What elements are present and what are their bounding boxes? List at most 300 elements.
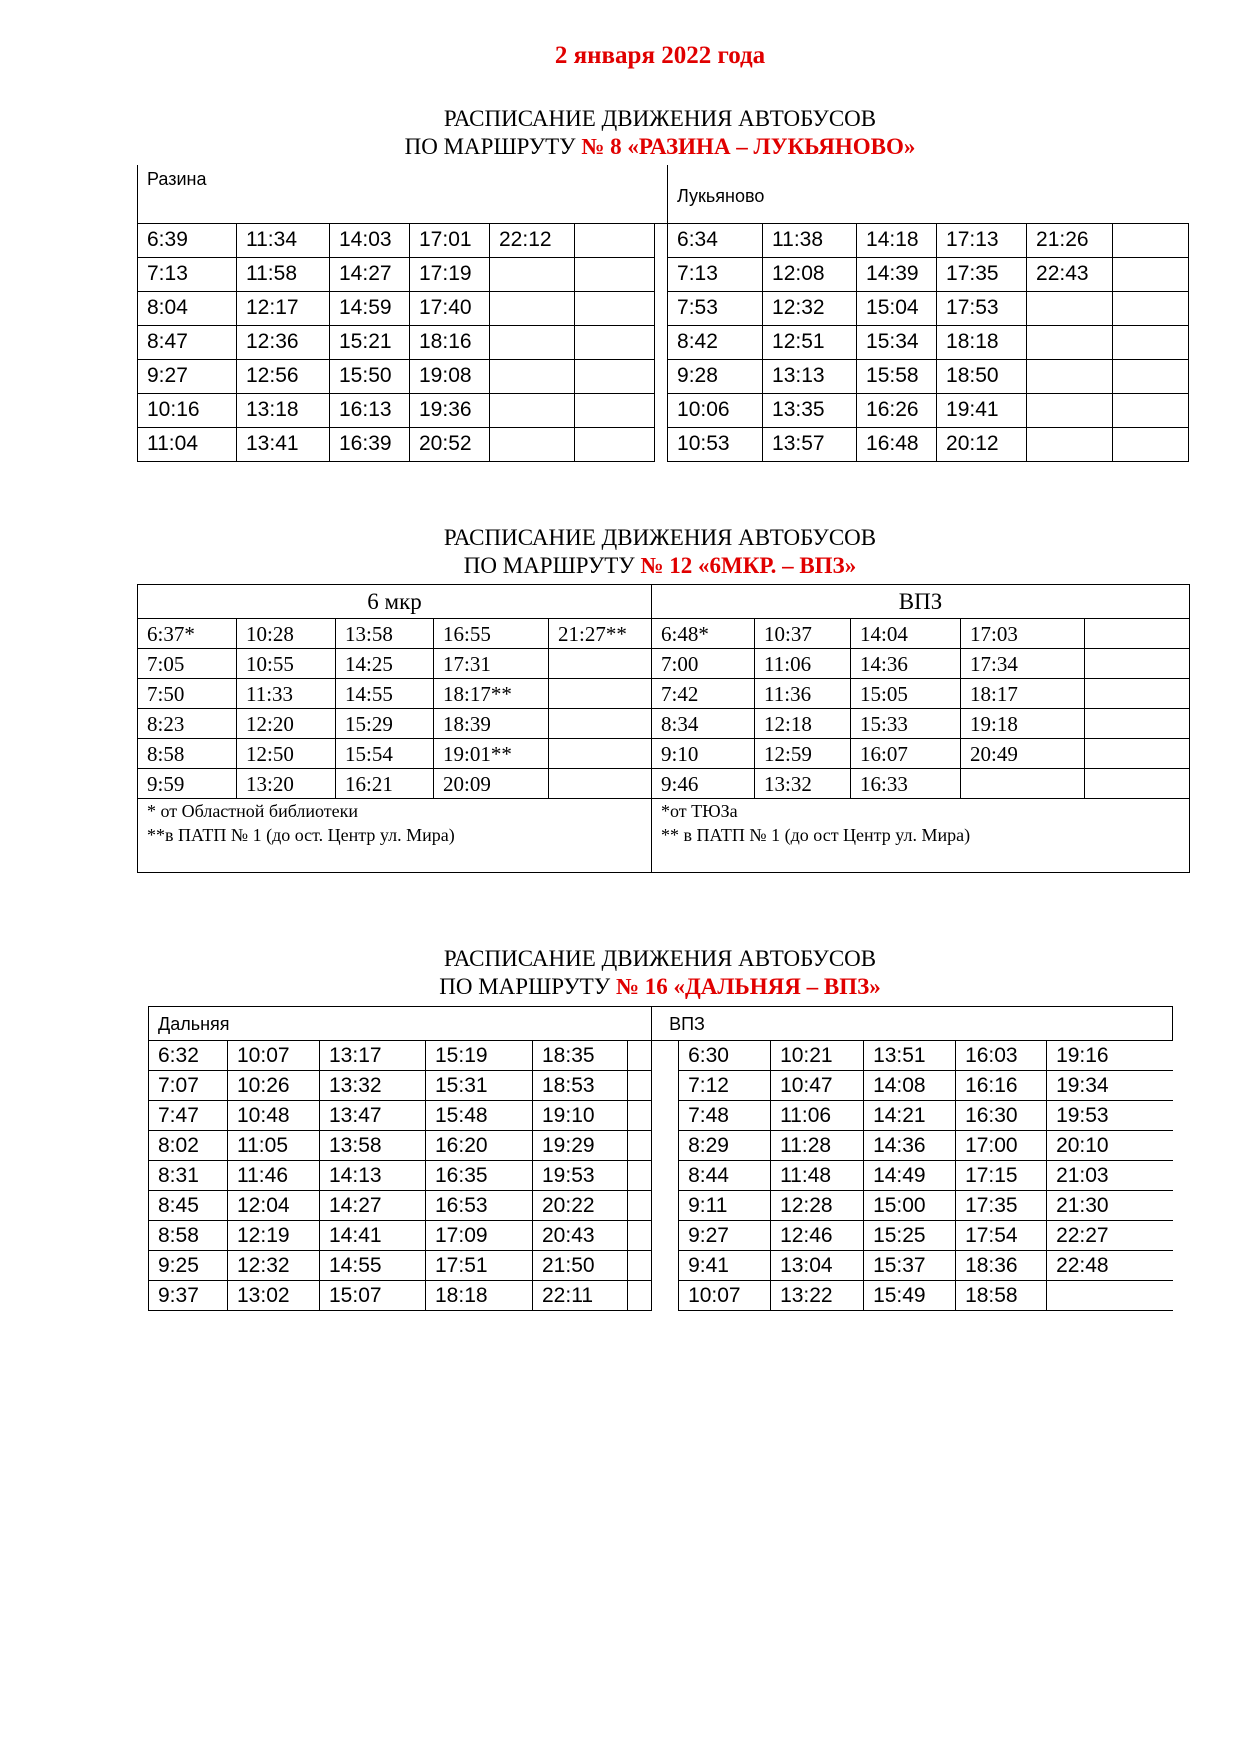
time-cell: 21:30 xyxy=(1047,1191,1173,1221)
route-16-times xyxy=(149,1041,1173,1311)
table-row xyxy=(149,1041,1173,1071)
time-cell: 16:55 xyxy=(434,619,549,649)
column-gap xyxy=(652,1191,679,1221)
time-cell: 18:18 xyxy=(937,325,1027,359)
time-cell xyxy=(1027,291,1113,325)
time-cell: 10:48 xyxy=(228,1101,320,1131)
time-cell: 9:25 xyxy=(149,1251,228,1281)
time-cell: 11:38 xyxy=(763,223,857,257)
table-row xyxy=(149,1131,1173,1161)
time-cell: 6:32 xyxy=(149,1041,228,1071)
time-cell: 14:55 xyxy=(320,1251,426,1281)
time-cell: 9:27 xyxy=(138,359,237,393)
route-12-left-notes xyxy=(138,799,652,873)
time-cell xyxy=(549,769,652,799)
column-gap xyxy=(655,427,668,461)
empty-cell xyxy=(575,291,655,325)
time-cell: 8:02 xyxy=(149,1131,228,1161)
table-row xyxy=(149,1161,1173,1191)
time-cell xyxy=(1085,679,1190,709)
route-12-heading-line1: РАСПИСАНИЕ ДВИЖЕНИЯ АВТОБУСОВ xyxy=(443,525,877,550)
column-gap xyxy=(652,1281,679,1311)
time-cell: 8:47 xyxy=(138,325,237,359)
table-row xyxy=(138,223,1189,257)
time-cell: 14:13 xyxy=(320,1161,426,1191)
table-row xyxy=(138,257,1189,291)
time-cell xyxy=(1085,649,1190,679)
route-16-timetable xyxy=(148,1006,1173,1311)
time-cell: 16:20 xyxy=(426,1131,533,1161)
route-12-heading-line2 xyxy=(0,552,1239,580)
time-cell: 10:37 xyxy=(755,619,851,649)
route-12-times xyxy=(138,619,1190,799)
column-gap xyxy=(655,393,668,427)
time-cell: 8:34 xyxy=(652,709,755,739)
time-cell: 12:32 xyxy=(763,291,857,325)
empty-cell xyxy=(628,1071,652,1101)
column-gap xyxy=(655,359,668,393)
time-cell: 15:49 xyxy=(864,1281,956,1311)
time-cell: 20:10 xyxy=(1047,1131,1173,1161)
time-cell: 17:01 xyxy=(410,223,490,257)
time-cell: 16:13 xyxy=(330,393,410,427)
route-12-left-note-1: * от Областной библиотеки xyxy=(147,801,359,821)
table-row xyxy=(138,325,1189,359)
time-cell: 18:35 xyxy=(533,1041,628,1071)
time-cell: 8:44 xyxy=(679,1161,771,1191)
time-cell xyxy=(490,257,575,291)
time-cell: 11:36 xyxy=(755,679,851,709)
time-cell: 6:39 xyxy=(138,223,237,257)
route-12-notes-row xyxy=(138,799,1190,873)
time-cell: 17:09 xyxy=(426,1221,533,1251)
route-16-heading-line1: РАСПИСАНИЕ ДВИЖЕНИЯ АВТОБУСОВ xyxy=(443,946,877,971)
table-row xyxy=(138,359,1189,393)
time-cell: 10:47 xyxy=(771,1071,864,1101)
time-cell: 13:13 xyxy=(763,359,857,393)
time-cell: 11:04 xyxy=(138,427,237,461)
time-cell: 16:21 xyxy=(336,769,434,799)
time-cell: 15:48 xyxy=(426,1101,533,1131)
time-cell: 14:55 xyxy=(336,679,434,709)
table-row xyxy=(149,1071,1173,1101)
time-cell: 8:42 xyxy=(668,325,763,359)
time-cell: 9:46 xyxy=(652,769,755,799)
column-gap xyxy=(652,1101,679,1131)
time-cell: 7:00 xyxy=(652,649,755,679)
time-cell: 15:54 xyxy=(336,739,434,769)
time-cell: 6:48* xyxy=(652,619,755,649)
time-cell: 16:39 xyxy=(330,427,410,461)
time-cell: 13:58 xyxy=(320,1131,426,1161)
time-cell: 19:53 xyxy=(1047,1101,1173,1131)
time-cell: 12:28 xyxy=(771,1191,864,1221)
time-cell xyxy=(549,649,652,679)
time-cell: 11:33 xyxy=(237,679,336,709)
time-cell: 13:17 xyxy=(320,1041,426,1071)
time-cell: 22:48 xyxy=(1047,1251,1173,1281)
time-cell: 9:11 xyxy=(679,1191,771,1221)
column-gap xyxy=(652,1161,679,1191)
route-16-right-stop: ВПЗ xyxy=(652,1007,1173,1041)
time-cell: 15:31 xyxy=(426,1071,533,1101)
column-gap xyxy=(655,291,668,325)
route-16-stop-header-row xyxy=(149,1007,1173,1041)
time-cell: 8:04 xyxy=(138,291,237,325)
route-8-times xyxy=(138,223,1189,461)
empty-cell xyxy=(628,1041,652,1071)
time-cell: 21:26 xyxy=(1027,223,1113,257)
time-cell: 13:32 xyxy=(320,1071,426,1101)
time-cell: 19:01** xyxy=(434,739,549,769)
empty-cell xyxy=(628,1251,652,1281)
time-cell: 8:58 xyxy=(149,1221,228,1251)
time-cell: 15:58 xyxy=(857,359,937,393)
time-cell: 13:58 xyxy=(336,619,434,649)
column-gap xyxy=(655,223,668,257)
route-8-right-stop: Лукьяново xyxy=(668,165,1189,223)
route-8-left-stop: Разина xyxy=(138,165,668,223)
time-cell: 12:18 xyxy=(755,709,851,739)
time-cell: 9:41 xyxy=(679,1251,771,1281)
time-cell: 13:22 xyxy=(771,1281,864,1311)
time-cell: 14:18 xyxy=(857,223,937,257)
empty-cell xyxy=(628,1191,652,1221)
time-cell xyxy=(1085,769,1190,799)
time-cell: 15:05 xyxy=(851,679,961,709)
route-12-left-note-2: **в ПАТП № 1 (до ост. Центр ул. Мира) xyxy=(147,825,455,845)
time-cell: 19:53 xyxy=(533,1161,628,1191)
time-cell: 19:34 xyxy=(1047,1071,1173,1101)
column-gap xyxy=(652,1221,679,1251)
time-cell: 20:22 xyxy=(533,1191,628,1221)
time-cell: 7:50 xyxy=(138,679,237,709)
time-cell xyxy=(961,769,1085,799)
time-cell xyxy=(1085,739,1190,769)
empty-cell xyxy=(1113,393,1189,427)
table-row xyxy=(138,619,1190,649)
time-cell: 9:10 xyxy=(652,739,755,769)
time-cell: 11:06 xyxy=(771,1101,864,1131)
time-cell: 13:20 xyxy=(237,769,336,799)
time-cell: 18:18 xyxy=(426,1281,533,1311)
time-cell: 21:03 xyxy=(1047,1161,1173,1191)
time-cell: 11:06 xyxy=(755,649,851,679)
time-cell: 13:32 xyxy=(755,769,851,799)
time-cell: 19:10 xyxy=(533,1101,628,1131)
table-row xyxy=(138,649,1190,679)
route-12-title: № 12 «6МКР. – ВПЗ» xyxy=(640,553,857,578)
time-cell: 15:33 xyxy=(851,709,961,739)
route-8-heading xyxy=(0,105,1239,161)
time-cell: 15:50 xyxy=(330,359,410,393)
time-cell: 20:43 xyxy=(533,1221,628,1251)
time-cell: 16:48 xyxy=(857,427,937,461)
time-cell: 14:36 xyxy=(851,649,961,679)
route-12-timetable xyxy=(137,584,1190,873)
time-cell: 12:50 xyxy=(237,739,336,769)
time-cell: 14:49 xyxy=(864,1161,956,1191)
route-8-timetable xyxy=(137,165,1189,462)
time-cell xyxy=(1027,427,1113,461)
route-12-stop-header-row xyxy=(138,585,1190,619)
time-cell: 16:30 xyxy=(956,1101,1047,1131)
empty-cell xyxy=(628,1221,652,1251)
time-cell: 19:29 xyxy=(533,1131,628,1161)
time-cell: 10:28 xyxy=(237,619,336,649)
time-cell: 17:40 xyxy=(410,291,490,325)
time-cell: 12:46 xyxy=(771,1221,864,1251)
time-cell: 6:30 xyxy=(679,1041,771,1071)
time-cell: 15:00 xyxy=(864,1191,956,1221)
time-cell: 15:25 xyxy=(864,1221,956,1251)
time-cell: 16:26 xyxy=(857,393,937,427)
time-cell: 20:12 xyxy=(937,427,1027,461)
route-8-heading-line2 xyxy=(0,133,1239,161)
column-gap xyxy=(652,1131,679,1161)
time-cell: 19:08 xyxy=(410,359,490,393)
time-cell: 13:04 xyxy=(771,1251,864,1281)
time-cell: 14:59 xyxy=(330,291,410,325)
time-cell: 8:45 xyxy=(149,1191,228,1221)
column-gap xyxy=(652,1041,679,1071)
time-cell xyxy=(549,679,652,709)
time-cell: 16:03 xyxy=(956,1041,1047,1071)
column-gap xyxy=(652,1251,679,1281)
table-row xyxy=(138,393,1189,427)
time-cell: 13:18 xyxy=(237,393,330,427)
time-cell: 18:58 xyxy=(956,1281,1047,1311)
time-cell: 19:41 xyxy=(937,393,1027,427)
time-cell: 17:53 xyxy=(937,291,1027,325)
table-row xyxy=(149,1251,1173,1281)
route-8-heading-line1: РАСПИСАНИЕ ДВИЖЕНИЯ АВТОБУСОВ xyxy=(443,106,877,131)
time-cell: 7:48 xyxy=(679,1101,771,1131)
time-cell: 8:23 xyxy=(138,709,237,739)
time-cell: 7:12 xyxy=(679,1071,771,1101)
time-cell: 17:15 xyxy=(956,1161,1047,1191)
time-cell xyxy=(490,325,575,359)
time-cell: 13:57 xyxy=(763,427,857,461)
table-row xyxy=(149,1221,1173,1251)
route-12-right-stop: ВПЗ xyxy=(652,585,1190,619)
time-cell: 14:03 xyxy=(330,223,410,257)
time-cell xyxy=(490,291,575,325)
time-cell: 12:59 xyxy=(755,739,851,769)
time-cell: 19:36 xyxy=(410,393,490,427)
time-cell: 20:09 xyxy=(434,769,549,799)
time-cell xyxy=(1027,393,1113,427)
time-cell: 12:20 xyxy=(237,709,336,739)
empty-cell xyxy=(1113,257,1189,291)
time-cell: 21:50 xyxy=(533,1251,628,1281)
time-cell: 15:21 xyxy=(330,325,410,359)
time-cell: 10:16 xyxy=(138,393,237,427)
time-cell: 7:07 xyxy=(149,1071,228,1101)
time-cell: 19:18 xyxy=(961,709,1085,739)
time-cell xyxy=(1085,709,1190,739)
empty-cell xyxy=(628,1101,652,1131)
time-cell: 12:32 xyxy=(228,1251,320,1281)
time-cell: 22:11 xyxy=(533,1281,628,1311)
time-cell: 16:33 xyxy=(851,769,961,799)
time-cell: 12:56 xyxy=(237,359,330,393)
empty-cell xyxy=(1113,427,1189,461)
time-cell: 6:37* xyxy=(138,619,237,649)
time-cell: 11:46 xyxy=(228,1161,320,1191)
route-16-heading-line2 xyxy=(0,973,1239,1001)
time-cell: 10:06 xyxy=(668,393,763,427)
time-cell: 11:58 xyxy=(237,257,330,291)
time-cell: 22:12 xyxy=(490,223,575,257)
empty-cell xyxy=(1113,291,1189,325)
empty-cell xyxy=(575,257,655,291)
time-cell: 10:07 xyxy=(228,1041,320,1071)
time-cell: 15:29 xyxy=(336,709,434,739)
time-cell: 7:05 xyxy=(138,649,237,679)
empty-cell xyxy=(575,427,655,461)
time-cell: 15:34 xyxy=(857,325,937,359)
empty-cell xyxy=(575,325,655,359)
time-cell: 10:53 xyxy=(668,427,763,461)
empty-cell xyxy=(1113,325,1189,359)
time-cell: 21:27** xyxy=(549,619,652,649)
table-row xyxy=(149,1101,1173,1131)
time-cell: 12:08 xyxy=(763,257,857,291)
route-16-heading-prefix: ПО МАРШРУТУ xyxy=(439,974,616,999)
time-cell: 15:07 xyxy=(320,1281,426,1311)
time-cell: 12:51 xyxy=(763,325,857,359)
route-8-heading-prefix: ПО МАРШРУТУ xyxy=(404,134,582,159)
time-cell: 17:31 xyxy=(434,649,549,679)
table-row xyxy=(138,427,1189,461)
time-cell: 18:50 xyxy=(937,359,1027,393)
time-cell: 8:31 xyxy=(149,1161,228,1191)
time-cell: 13:47 xyxy=(320,1101,426,1131)
route-16-left-stop: Дальняя xyxy=(149,1007,652,1041)
route-16-title: № 16 «ДАЛЬНЯЯ – ВПЗ» xyxy=(615,974,881,999)
time-cell: 18:53 xyxy=(533,1071,628,1101)
time-cell: 12:17 xyxy=(237,291,330,325)
time-cell: 15:19 xyxy=(426,1041,533,1071)
time-cell xyxy=(1047,1281,1173,1311)
time-cell: 10:26 xyxy=(228,1071,320,1101)
time-cell: 14:21 xyxy=(864,1101,956,1131)
time-cell: 12:36 xyxy=(237,325,330,359)
table-row xyxy=(138,291,1189,325)
time-cell: 13:02 xyxy=(228,1281,320,1311)
empty-cell xyxy=(628,1281,652,1311)
route-12-right-note-2: ** в ПАТП № 1 (до ост Центр ул. Мира) xyxy=(661,825,971,845)
empty-cell xyxy=(575,223,655,257)
column-gap xyxy=(652,1071,679,1101)
table-row xyxy=(138,739,1190,769)
time-cell: 7:42 xyxy=(652,679,755,709)
time-cell: 10:55 xyxy=(237,649,336,679)
time-cell: 10:07 xyxy=(679,1281,771,1311)
table-row xyxy=(138,679,1190,709)
time-cell: 14:04 xyxy=(851,619,961,649)
time-cell: 6:34 xyxy=(668,223,763,257)
time-cell: 16:35 xyxy=(426,1161,533,1191)
time-cell: 17:19 xyxy=(410,257,490,291)
time-cell: 7:53 xyxy=(668,291,763,325)
empty-cell xyxy=(575,393,655,427)
time-cell: 13:41 xyxy=(237,427,330,461)
time-cell: 18:39 xyxy=(434,709,549,739)
time-cell xyxy=(1027,359,1113,393)
page-date: 2 января 2022 года xyxy=(554,42,766,69)
empty-cell xyxy=(1113,359,1189,393)
route-12-left-stop: 6 мкр xyxy=(138,585,652,619)
time-cell: 17:00 xyxy=(956,1131,1047,1161)
time-cell: 14:27 xyxy=(330,257,410,291)
time-cell: 7:47 xyxy=(149,1101,228,1131)
table-row xyxy=(149,1191,1173,1221)
time-cell xyxy=(549,739,652,769)
time-cell: 18:17 xyxy=(961,679,1085,709)
time-cell: 20:52 xyxy=(410,427,490,461)
time-cell: 22:27 xyxy=(1047,1221,1173,1251)
time-cell: 18:17** xyxy=(434,679,549,709)
time-cell: 9:27 xyxy=(679,1221,771,1251)
route-12-heading xyxy=(0,524,1239,580)
time-cell: 19:16 xyxy=(1047,1041,1173,1071)
time-cell: 8:58 xyxy=(138,739,237,769)
time-cell: 17:54 xyxy=(956,1221,1047,1251)
time-cell: 17:13 xyxy=(937,223,1027,257)
time-cell: 7:13 xyxy=(138,257,237,291)
time-cell: 14:39 xyxy=(857,257,937,291)
empty-cell xyxy=(628,1161,652,1191)
time-cell: 14:08 xyxy=(864,1071,956,1101)
time-cell: 17:35 xyxy=(937,257,1027,291)
time-cell xyxy=(1085,619,1190,649)
time-cell: 17:51 xyxy=(426,1251,533,1281)
time-cell: 14:27 xyxy=(320,1191,426,1221)
route-8-title: № 8 «РАЗИНА – ЛУКЬЯНОВО» xyxy=(581,134,916,159)
empty-cell xyxy=(628,1131,652,1161)
time-cell: 11:48 xyxy=(771,1161,864,1191)
table-row xyxy=(138,709,1190,739)
empty-cell xyxy=(575,359,655,393)
time-cell: 17:34 xyxy=(961,649,1085,679)
table-row xyxy=(138,769,1190,799)
time-cell: 15:37 xyxy=(864,1251,956,1281)
time-cell: 8:29 xyxy=(679,1131,771,1161)
time-cell: 15:04 xyxy=(857,291,937,325)
time-cell: 20:49 xyxy=(961,739,1085,769)
time-cell: 7:13 xyxy=(668,257,763,291)
time-cell: 17:35 xyxy=(956,1191,1047,1221)
time-cell: 22:43 xyxy=(1027,257,1113,291)
time-cell: 16:53 xyxy=(426,1191,533,1221)
time-cell: 9:59 xyxy=(138,769,237,799)
table-row xyxy=(149,1281,1173,1311)
time-cell: 11:34 xyxy=(237,223,330,257)
time-cell: 11:05 xyxy=(228,1131,320,1161)
time-cell: 9:28 xyxy=(668,359,763,393)
route-8-stop-header-row xyxy=(138,165,1189,223)
time-cell: 16:07 xyxy=(851,739,961,769)
route-12-right-note-1: *от ТЮЗа xyxy=(661,801,738,821)
time-cell: 13:51 xyxy=(864,1041,956,1071)
route-12-right-notes xyxy=(652,799,1190,873)
time-cell xyxy=(490,393,575,427)
time-cell xyxy=(1027,325,1113,359)
time-cell: 12:04 xyxy=(228,1191,320,1221)
time-cell: 16:16 xyxy=(956,1071,1047,1101)
